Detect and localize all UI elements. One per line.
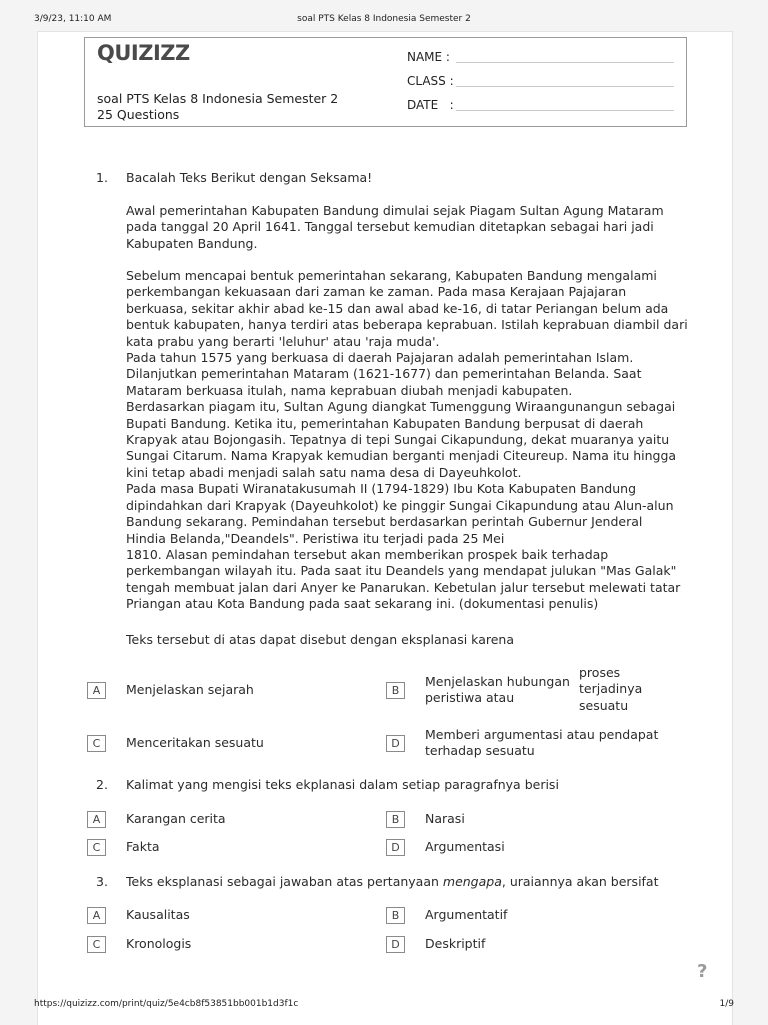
passage-line: perkembangan kekuasaan dari zaman ke zaman. Pada masa Kerajaan Pajajaran (126, 284, 627, 300)
option-letter-b[interactable]: B (386, 682, 405, 699)
name-field[interactable] (407, 50, 450, 64)
question-1-intro: Bacalah Teks Berikut dengan Seksama! (126, 170, 373, 185)
passage-line: Priangan atau Kota Bandung pada saat sekarang ini. (dokumentasi penulis) (126, 596, 599, 612)
question-1-prompt: Teks tersebut di atas dapat disebut dengan eksplanasi karena (126, 632, 514, 647)
passage-line: Berdasarkan piagam itu, Sultan Agung diangkat Tumenggung Wiraangunangun sebagai (126, 399, 676, 415)
passage-line: perkembangan wilayah itu. Pada saat itu Deandels yang mendapat julukan "Mas Galak" (126, 563, 677, 579)
passage-line: Bandung sekarang. Pemindahan tersebut berdasarkan perintah Gubernur Jenderal (126, 514, 643, 530)
print-datetime: 3/9/23, 11:10 AM (34, 14, 112, 24)
help-icon[interactable]: ? (697, 961, 708, 982)
quiz-sheet (37, 31, 733, 1025)
passage-line: Sungai Citarum. Nama Krapyak kemudian berganti menjadi Citeureup. Nama itu hingga (126, 448, 677, 464)
option-text-c: Menceritakan sesuatu (126, 735, 264, 750)
passage-line: 1810. Alasan pemindahan tersebut akan memberikan prospek baik terhadap (126, 546, 609, 562)
question-count: 25 Questions (97, 107, 180, 122)
q2-option-letter-b[interactable]: B (386, 811, 405, 828)
print-url: https://quizizz.com/print/quiz/5e4cb8f53851bb001b1d3f1c (34, 999, 299, 1009)
q2-option-letter-c[interactable]: C (87, 839, 106, 856)
passage-line: Dilanjutkan pemerintahan Mataram (1621-1677) dan pemerintahan Belanda. Saat (126, 366, 642, 382)
name-label: NAME : (407, 50, 450, 64)
quizizz-logo: QUIZIZZ (97, 41, 190, 65)
question-2-number: 2. (96, 777, 108, 792)
q3-prompt-post: , uraiannya akan bersifat (501, 874, 659, 889)
quiz-title: soal PTS Kelas 8 Indonesia Semester 2 (97, 91, 339, 106)
passage-line: Krapyak atau Bojongasih. Tepatnya di tepi Sungai Cikapundung, dekat muaranya yaitu (126, 432, 670, 448)
passage-line: dipindahkan dari Krapyak (Dayeuhkolot) ke pinggir Sungai Cikapundung atau Alun-alun (126, 497, 674, 513)
q3-prompt-emphasis: mengapa (442, 874, 502, 889)
passage-line: pada tanggal 20 April 1641. Tanggal tersebut kemudian ditetapkan sebagai hari jadi (126, 219, 654, 235)
passage-line: kini tetap abadi menjadi salah satu nama desa di Dayeuhkolot. (126, 464, 522, 480)
class-field[interactable] (407, 74, 454, 88)
name-line (456, 62, 674, 63)
question-1-number: 1. (96, 170, 108, 185)
date-label: DATE : (407, 98, 454, 112)
q3-option-letter-c[interactable]: C (87, 936, 106, 953)
q3-option-letter-d[interactable]: D (386, 936, 405, 953)
q2-option-text-b: Narasi (425, 811, 465, 826)
quiz-header-box (84, 37, 687, 127)
date-line (456, 110, 674, 111)
q2-option-text-a: Karangan cerita (126, 811, 226, 826)
option-text-b-left: Menjelaskan hubungan peristiwa atau (425, 674, 570, 706)
passage-line: tengah membuat jalan dari Anyer ke Panarukan. Kebetulan jalur tersebut melewati tatar (126, 579, 681, 595)
passage-line: bentuk kabupaten, hanya terdiri atas beberapa keprabuan. Istilah keprabuan diambil dari (126, 317, 688, 333)
option-letter-d[interactable]: D (386, 735, 405, 752)
question-3-prompt (126, 874, 686, 890)
passage-line: kata prabu yang berarti 'leluhur' atau 'raja muda'. (126, 333, 440, 349)
option-text-a: Menjelaskan sejarah (126, 682, 254, 697)
q2-option-text-d: Argumentasi (425, 839, 505, 854)
passage-line: Pada tahun 1575 yang berkuasa di daerah Pajajaran adalah pemerintahan Islam. (126, 350, 634, 366)
passage-line: Sebelum mencapai bentuk pemerintahan sekarang, Kabupaten Bandung mengalami (126, 268, 657, 283)
q2-option-letter-a[interactable]: A (87, 811, 106, 828)
q2-option-text-c: Fakta (126, 839, 160, 854)
option-letter-c[interactable]: C (87, 735, 106, 752)
passage-line: Kabupaten Bandung. (126, 235, 258, 251)
page-number: 1/9 (719, 999, 734, 1009)
date-field[interactable] (407, 98, 454, 112)
class-label: CLASS : (407, 74, 454, 88)
q3-option-text-a: Kausalitas (126, 907, 190, 922)
question-2-prompt: Kalimat yang mengisi teks ekplanasi dalam setiap paragrafnya berisi (126, 777, 559, 792)
passage-line: Hindia Belanda,"Deandels". Peristiwa itu terjadi pada 25 Mei (126, 530, 505, 546)
option-text-d: Memberi argumentasi atau pendapat terhadap sesuatu (425, 727, 659, 759)
q2-option-letter-d[interactable]: D (386, 839, 405, 856)
question-1-passage-1 (126, 203, 692, 252)
passage-line: Pada masa Bupati Wiranatakusumah II (1794-1829) Ibu Kota Kabupaten Bandung (126, 481, 636, 497)
class-line (456, 86, 674, 87)
question-3-number: 3. (96, 874, 108, 889)
print-header (0, 14, 768, 26)
passage-line: Mataram berkuasa itulah, nama keprabuan diubah menjadi kabupaten. (126, 382, 573, 398)
passage-line: Awal pemerintahan Kabupaten Bandung dimulai sejak Piagam Sultan Agung Mataram (126, 203, 664, 218)
q3-option-text-d: Deskriptif (425, 936, 486, 951)
question-1-passage-2 (126, 268, 692, 613)
q3-option-text-c: Kronologis (126, 936, 192, 951)
option-letter-a[interactable]: A (87, 682, 106, 699)
option-text-b-right: proses terjadinya sesuatu (579, 665, 643, 713)
passage-line: Bupati Bandung. Ketika itu, pemerintahan Kabupaten Bandung berpusat di daerah (126, 415, 644, 431)
print-doc-title: soal PTS Kelas 8 Indonesia Semester 2 (297, 14, 471, 24)
passage-line: berkuasa, sekitar akhir abad ke-15 dan awal abad ke-16, di tatar Periangan belum ada (126, 300, 669, 316)
q3-option-letter-a[interactable]: A (87, 907, 106, 924)
q3-option-text-b: Argumentatif (425, 907, 508, 922)
q3-prompt-pre: Teks eksplanasi sebagai jawaban atas pertanyaan (126, 874, 443, 889)
q3-option-letter-b[interactable]: B (386, 907, 405, 924)
